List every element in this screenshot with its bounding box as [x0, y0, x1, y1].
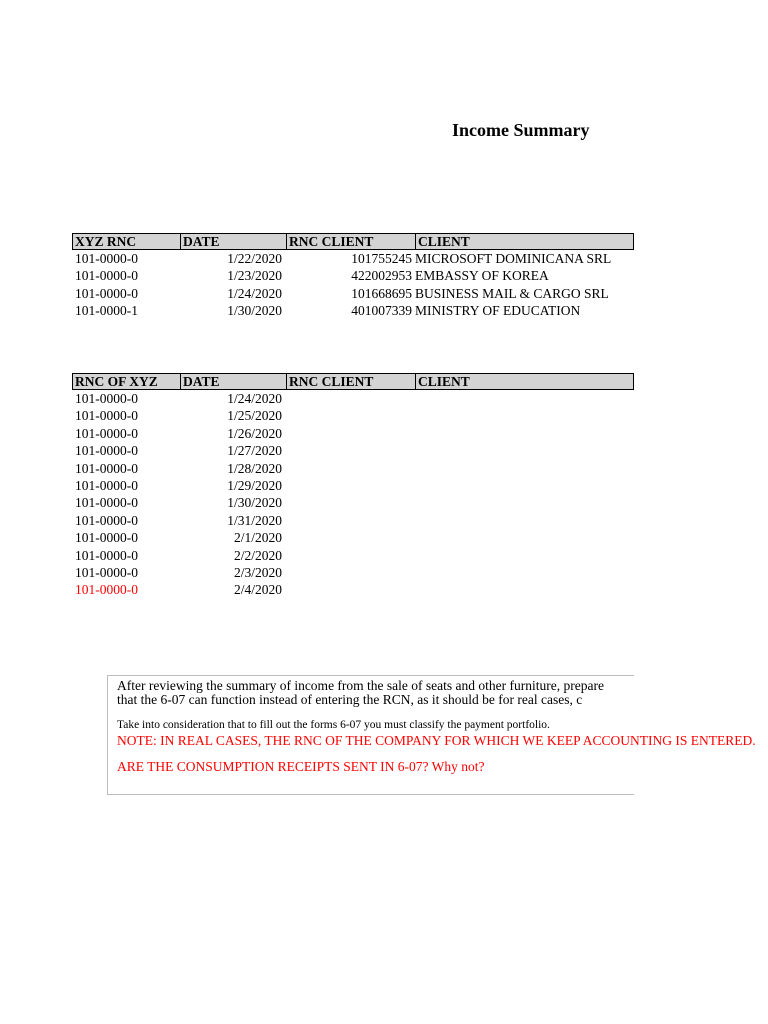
instructions-small-note: Take into consideration that to fill out the forms 6-07 you must classify the payment portfolio. — [117, 719, 550, 731]
cell-rnc-client: 101668695 — [351, 285, 412, 301]
cell-rnc-client: 101755245 — [351, 251, 412, 266]
cell-client — [414, 425, 632, 442]
cell-rnc-client — [285, 390, 414, 407]
table-body — [72, 390, 634, 599]
cell-rnc: 101-0000-0 — [75, 285, 138, 301]
table-row — [72, 512, 634, 529]
cell-rnc-client — [285, 460, 414, 477]
table-row — [72, 390, 634, 407]
cell-rnc-client — [285, 547, 414, 564]
table-header-row — [72, 373, 634, 390]
cell-rnc: 101-0000-0 — [75, 582, 138, 598]
table-row — [72, 547, 634, 564]
table-row — [72, 250, 634, 267]
cell-client — [414, 547, 632, 564]
cell-client — [414, 390, 632, 407]
cell-date: 1/22/2020 — [227, 251, 282, 266]
header-rnc-client: RNC CLIENT — [286, 234, 415, 249]
cell-rnc: 101-0000-0 — [75, 495, 138, 511]
cell-rnc: 101-0000-0 — [75, 477, 138, 493]
table-row — [72, 529, 634, 546]
cell-rnc-client — [285, 494, 414, 511]
table-row — [72, 494, 634, 511]
table-row — [72, 581, 634, 598]
cell-date: 1/23/2020 — [227, 268, 282, 284]
cell-rnc: 101-0000-0 — [75, 408, 138, 424]
cell-client — [414, 564, 632, 581]
table-row — [72, 302, 634, 319]
cell-client: BUSINESS MAIL & CARGO SRL — [415, 285, 609, 301]
cell-rnc: 101-0000-0 — [75, 251, 138, 266]
header-date: DATE — [180, 234, 286, 249]
cell-client — [414, 442, 632, 459]
real-cases-note: NOTE: IN REAL CASES, THE RNC OF THE COMPANY FOR WHICH WE KEEP ACCOUNTING IS ENTERED. — [117, 733, 756, 748]
header-client: CLIENT — [415, 234, 633, 249]
instructions-textbox — [107, 675, 756, 795]
table-body — [72, 250, 634, 320]
header-client: CLIENT — [415, 374, 633, 389]
cell-client — [414, 512, 632, 529]
rnc-date-table — [72, 373, 634, 599]
table-row — [72, 285, 634, 302]
cell-rnc: 101-0000-0 — [75, 268, 138, 284]
cell-rnc-client: 422002953 — [351, 268, 412, 284]
cell-client: MINISTRY OF EDUCATION — [415, 303, 581, 319]
cell-client: EMBASSY OF KOREA — [415, 268, 549, 284]
cell-rnc: 101-0000-1 — [75, 303, 138, 319]
cell-rnc-client — [285, 529, 414, 546]
page-title: Income Summary — [452, 120, 590, 140]
cell-rnc-client — [285, 512, 414, 529]
instructions-paragraph: After reviewing the summary of income from the sale of seats and other furniture, prepare that the 6-07 can function instead of entering the RCN, as it should be for real cases, c — [117, 678, 604, 707]
table-row — [72, 407, 634, 424]
cell-rnc: 101-0000-0 — [75, 564, 138, 580]
cell-rnc: 101-0000-0 — [75, 460, 138, 476]
cell-client — [414, 529, 632, 546]
cell-client — [414, 494, 632, 511]
cell-rnc-client — [285, 477, 414, 494]
cell-rnc-client — [285, 564, 414, 581]
cell-rnc: 101-0000-0 — [75, 512, 138, 528]
header-rnc-client: RNC CLIENT — [286, 374, 415, 389]
cell-date: 2/4/2020 — [233, 582, 282, 598]
cell-client — [414, 460, 632, 477]
cell-date: 2/3/2020 — [233, 564, 282, 580]
table-row — [72, 267, 634, 284]
cell-client — [414, 407, 632, 424]
cell-rnc-client — [285, 407, 414, 424]
cell-rnc: 101-0000-0 — [75, 391, 138, 406]
cell-rnc-client — [285, 442, 414, 459]
sales-table — [72, 233, 634, 320]
table-row — [72, 442, 634, 459]
cell-client — [414, 477, 632, 494]
cell-date: 1/30/2020 — [227, 495, 282, 511]
cell-client: MICROSOFT DOMINICANA SRL — [415, 251, 612, 266]
cell-rnc: 101-0000-0 — [75, 443, 138, 459]
cell-date: 1/26/2020 — [227, 425, 282, 441]
cell-date: 1/27/2020 — [227, 443, 282, 459]
cell-date: 1/24/2020 — [227, 391, 282, 406]
cell-date: 1/24/2020 — [227, 285, 282, 301]
cell-rnc-client — [285, 425, 414, 442]
cell-rnc: 101-0000-0 — [75, 425, 138, 441]
header-xyz-rnc: XYZ RNC — [75, 234, 137, 249]
cell-date: 2/2/2020 — [233, 547, 282, 563]
header-date: DATE — [180, 374, 286, 389]
cell-rnc-client: 401007339 — [351, 303, 412, 319]
consumption-receipts-question: ARE THE CONSUMPTION RECEIPTS SENT IN 6-07? Why not? — [117, 759, 485, 774]
cell-date: 1/31/2020 — [227, 512, 282, 528]
cell-date: 2/1/2020 — [233, 530, 282, 546]
cell-rnc: 101-0000-0 — [75, 547, 138, 563]
cell-date: 1/29/2020 — [227, 477, 282, 493]
cell-rnc-client — [285, 581, 414, 598]
cell-rnc: 101-0000-0 — [75, 530, 138, 546]
table-row — [72, 425, 634, 442]
cell-date: 1/28/2020 — [227, 460, 282, 476]
table-header-row — [72, 233, 634, 250]
header-rnc-of-xyz: RNC OF XYZ — [75, 374, 158, 389]
cell-client — [414, 581, 632, 598]
cell-date: 1/30/2020 — [227, 303, 282, 319]
table-row — [72, 460, 634, 477]
table-row — [72, 564, 634, 581]
cell-date: 1/25/2020 — [227, 408, 282, 424]
table-row — [72, 477, 634, 494]
